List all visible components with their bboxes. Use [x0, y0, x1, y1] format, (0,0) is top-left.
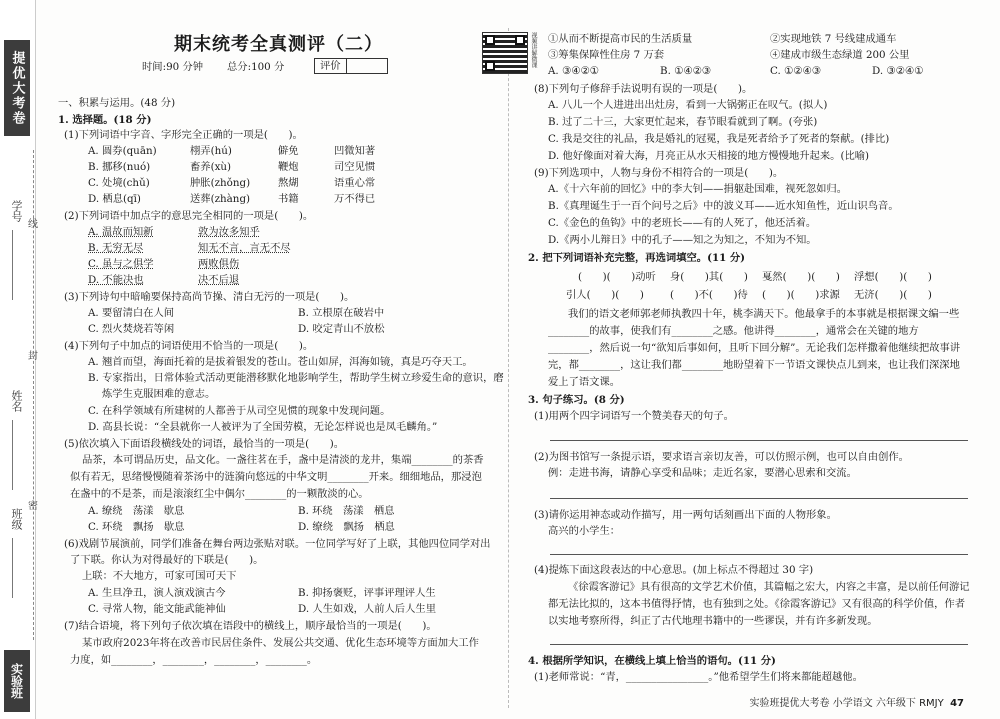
question-1-3: (3)下列诗句中暗喻要保持高尚节操、清白无污的一项是( )。: [64, 291, 355, 303]
question-3-1: (1)用两个四字词语写一个赞美春天的句子。: [534, 410, 734, 422]
passage-line: 完，都________，这让我们都________地盼望着下一节语文课快点儿到来，也让我们深深地: [548, 359, 960, 371]
option: D. 人生如戏，人前人后人生里: [298, 603, 436, 615]
option: A. 生旦净丑，演人演戏演古今: [88, 587, 226, 599]
question-3-4: (4)提炼下面这段表达的中心意思。(加上标点不得超过 30 字): [534, 564, 814, 576]
answer-line[interactable]: [550, 440, 968, 441]
option-word: 知无不言，言无不尽: [198, 242, 291, 254]
option: C. 寻常人物，能文能武能神仙: [88, 603, 226, 615]
option: C.《金色的鱼钩》中的老班长——有的人死了，他还活着。: [548, 217, 817, 229]
option: D. 栖息(qī): [88, 193, 141, 205]
question-4-1: (1)老师常说：“青，________________。”他希望学生们将来都能超越他。: [534, 671, 863, 683]
page-title: 期末统考全真测评（二）: [174, 34, 383, 55]
option-word: 肿胀(zhǒng): [190, 177, 251, 189]
question-3: 3. 句子练习。(8 分): [528, 394, 625, 406]
option: C. 我是交往的礼品，我是婚礼的冠冕，我是死者给予了死者的祭献。(排比): [548, 133, 890, 145]
option-word: 僻免: [278, 145, 299, 157]
option: B. ①④②③: [660, 65, 712, 77]
passage-line: ________，然后说一句“欲知后事如何，且听下回分解”。无论我们怎样撒着他继续把故事讲: [548, 342, 961, 354]
option-word: 书籍: [278, 193, 299, 205]
option-word: 万不得已: [334, 193, 376, 205]
option: C. 环绕 飘扬 歇息: [88, 521, 185, 533]
option: A. 缭绕 荡漾 歇息: [88, 505, 185, 517]
option: D. 他好像面对着大海，月亮正从水天相接的地方慢慢地升起来。(比喻): [548, 150, 870, 162]
option: B. 立根原在破岩中: [298, 307, 385, 319]
id-label: 学号: [10, 200, 23, 222]
option: A. 圆券(quān): [88, 145, 157, 157]
option-word: 决不后退: [198, 274, 240, 286]
option: C. 处境(chǔ): [88, 177, 150, 189]
option: B. 无穷无尽: [88, 242, 144, 254]
passage-line: 某市政府2023年将在改善市民居住条件、发展公共交通、优化生态环境等方面加大工作: [82, 637, 479, 649]
footer-text: 实验班提优大考卷 小学语文 六年级下 RMJY: [749, 698, 944, 709]
clause-option: ③筹集保障性住房 7 万套: [548, 49, 665, 61]
option-word: 畜养(xù): [190, 161, 232, 173]
question-3-3: (3)请你运用神态或动作描写，用一两句话刻画出下面的人物形象。: [534, 509, 837, 521]
option: D. 缭绕 飘扬 栖息: [298, 521, 395, 533]
eval-box: [314, 58, 388, 74]
fill-idiom: 身( )其( ): [670, 271, 748, 283]
option-word: 两败俱伤: [198, 258, 240, 270]
question-1-2: (2)下列词语中加点字的意思完全相同的一项是( )。: [64, 210, 314, 222]
question-1-6: (6)戏剧节展演前，同学们准备在舞台两边张贴对联。一位同学写好了上联，其他四位同学对出: [64, 538, 491, 550]
qr-code[interactable]: [482, 32, 528, 74]
qr-caption: 视频讲解微课: [530, 32, 537, 68]
name-label: 姓名: [10, 390, 23, 412]
question-1: 1. 选择题。(18 分): [58, 114, 152, 126]
passage-line: 爱上了语文课。: [548, 376, 621, 388]
passage-line: 以实地考察所得，纠正了古代地理书籍中的一些谬误，并有许多新发现。: [548, 615, 878, 627]
option: D. 咬定青山不放松: [298, 323, 385, 335]
column-divider: [508, 28, 509, 708]
answer-line[interactable]: [550, 644, 968, 645]
option-word: 语重心常: [334, 177, 376, 189]
option-word: 熬煳: [278, 177, 299, 189]
option: D.《两小儿辩日》中的孔子——知之为知之，不知为不知。: [548, 234, 817, 246]
option: B. 抑扬褒贬，评事评理评人生: [298, 587, 436, 599]
option: D. ③②④①: [872, 65, 924, 77]
option: C. ①②④③: [770, 65, 821, 77]
option: C. 虽与之俱学: [88, 258, 154, 270]
option-word: 送葬(zhàng): [190, 193, 251, 205]
option-word: 栩弄(hú): [190, 145, 232, 157]
fill-idiom: 引人( )( ): [566, 289, 644, 301]
question-1-5: (5)依次填入下面语段横线处的词语，最恰当的一项是( )。: [64, 438, 345, 450]
exam-time: 时间:90 分钟: [142, 61, 204, 73]
option-word: 敦为汝多知乎: [198, 226, 260, 238]
fill-idiom: 浮想( )( ): [854, 271, 932, 283]
question-2: 2. 把下列词语补充完整，再选词填空。(11 分): [528, 252, 746, 264]
upper-couplet: 上联：不大地方，可家可国可天下: [82, 570, 237, 582]
option-word: 鞭炮: [278, 161, 299, 173]
option: B. 专家指出，日常体验式活动更能潜移默化地影响学生，帮助学生树立珍爱生命的意识，磨: [88, 372, 504, 384]
question-1-6-cont: 了下联。你认为对得最好的下联是( )。: [70, 554, 264, 566]
page-footer: [750, 694, 964, 709]
option: C. 在科学领域有所建树的人都善于从司空见惯的现象中发现问题。: [88, 405, 391, 417]
option: A. ③④②①: [548, 65, 599, 77]
passage-line: 在盏中的不是茶，而是滚滚红尘中偶尔________的一颗散淡的心。: [70, 488, 369, 500]
passage-line: 都无法比拟的，这本书值得抒情，也有独到之处。《徐霞客游记》又有很高的科学价值，作者: [548, 598, 966, 610]
seal-char: 线: [28, 219, 38, 230]
passage-line: 似有若无，思绪慢慢随着茶汤中的涟漪向悠远的中华文明________开来。细细地品，那浸泡: [70, 471, 482, 483]
eval-label: 评价: [315, 59, 347, 73]
option: D. 不能决也: [88, 274, 144, 286]
id-fill-line: [12, 230, 13, 300]
option: B. 环绕 荡漾 栖息: [298, 505, 395, 517]
option: B. 挪移(nuó): [88, 161, 151, 173]
passage-line: 力度，如________，________，________，________。: [70, 654, 318, 666]
person-prompt: 高兴的小学生：: [548, 525, 621, 537]
clause-option: ④建成市级生态绿道 200 公里: [770, 49, 910, 61]
seal-char: 密: [28, 501, 38, 512]
option: A. 八儿一个人进进出出灶房，看到一大锅粥正在叹气。(拟人): [548, 99, 828, 111]
exam-score: 总分:100 分: [227, 61, 285, 73]
question-1-7: (7)结合语境，将下列句子依次填在语段中的横线上，顺序最恰当的一项是( )。: [64, 620, 437, 632]
clause-option: ②实现地铁 7 号线建成通车: [770, 33, 897, 45]
passage-line: ________的故事，使我们有________之感。他讲得________，通常会在关键的地方: [548, 325, 919, 337]
option: A. 温故而知新: [88, 226, 154, 238]
fill-idiom: ( )( )动听: [578, 271, 656, 283]
option-word: 司空见惯: [334, 161, 376, 173]
fill-idiom: ( )( )求源: [762, 289, 840, 301]
question-1-4: (4)下列句子中加点的词语使用不恰当的一项是( )。: [64, 340, 314, 352]
option: A. 翘首而望，海面托着的是拔着银发的苍山。苍山如屏，洱海如镜，真是巧夺天工。: [88, 356, 473, 368]
answer-line[interactable]: [550, 498, 968, 499]
passage-line: 我们的语文老师郭老师执教四十年，桃李满天下。他最拿手的本事就是根据课文编一些: [568, 308, 960, 320]
fill-idiom: 无济( )( ): [854, 289, 932, 301]
example-sentence: 例：走进书海，请静心享受和品味；走近名家，要潜心思索和交流。: [548, 467, 857, 479]
option: B.《真理诞生于一百个问号之后》中的波义耳——近水知鱼性，近山识鸟音。: [548, 200, 899, 212]
option: A. 要留清白在人间: [88, 307, 175, 319]
passage-line: 《徐霞客游记》具有很高的文学艺术价值，其篇幅之宏大，内容之丰富，是以前任何游记: [568, 581, 970, 593]
option-word: 凹微知著: [334, 145, 376, 157]
seal-char: 封: [28, 351, 38, 362]
brand-logo-bottom: 实验班: [4, 650, 30, 712]
answer-line[interactable]: [550, 554, 968, 555]
question-1-8: (8)下列句子修辞手法说明有误的一项是( )。: [534, 83, 753, 95]
option: D. 高县长说：“全县就你一人被评为了全国劳模，无论怎样说也是凤毛麟角。”: [88, 421, 438, 433]
fill-idiom: ( )不( )待: [670, 289, 748, 301]
question-1-1: (1)下列词语中字音、字形完全正确的一项是( )。: [64, 129, 303, 141]
section-heading: 一、积累与运用。(48 分): [58, 97, 176, 109]
option: B. 过了二十三，大家更忙起来，春节眼看就到了啊。(夸张): [548, 116, 818, 128]
option: C. 烈火焚烧若等闲: [88, 323, 175, 335]
name-fill-line: [12, 420, 13, 490]
page-number: 47: [950, 698, 964, 709]
clause-option: ①从而不断提高市民的生活质量: [548, 33, 693, 45]
brand-logo-top: 提优大考卷: [4, 40, 30, 136]
fill-idiom: 戛然( )( ): [762, 271, 840, 283]
class-label: 班级: [10, 508, 23, 530]
question-1-9: (9)下列选项中，人物与身份不相符合的一项是( )。: [534, 167, 784, 179]
class-fill-line: [12, 538, 13, 598]
option: A.《十六年前的回忆》中的李大钊——捐躯赴国难，视死忽如归。: [548, 183, 848, 195]
question-4: 4. 根据所学知识，在横线上填上恰当的语句。(11 分): [528, 655, 776, 667]
option-cont: 炼学生克服困难的意志。: [102, 388, 216, 400]
question-3-2: (2)为图书馆写一条提示语，要求语言亲切友善，可以仿照示例，也可以自由创作。: [534, 451, 909, 463]
passage-line: 品茶，本可谓品历史，品文化。一盏往茗在手，盏中是清淡的龙井，集端________的茶香: [82, 454, 484, 466]
